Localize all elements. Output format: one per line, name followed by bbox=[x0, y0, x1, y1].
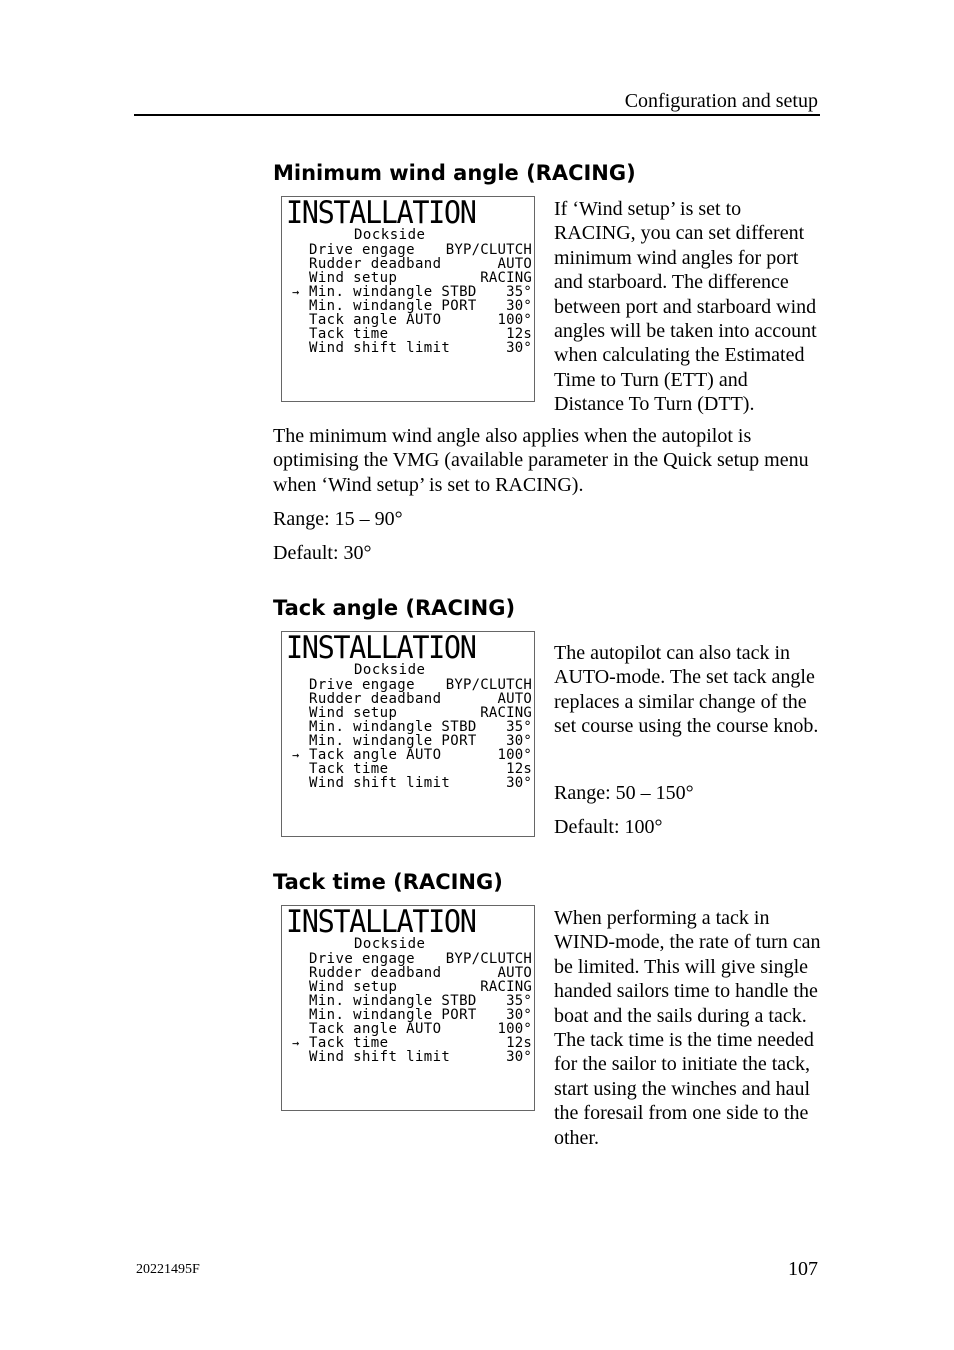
menu-row-value: 30° bbox=[506, 298, 532, 314]
menu-row-label: Rudder deadband bbox=[309, 965, 442, 981]
menu-row bbox=[292, 327, 532, 341]
menu-row-label: Drive engage bbox=[309, 677, 415, 693]
document-number: 20221495F bbox=[136, 1262, 200, 1277]
menu-row bbox=[292, 1008, 532, 1022]
menu-row-value: 12s bbox=[506, 761, 532, 777]
screen-title: INSTALLATION bbox=[286, 904, 476, 940]
menu-row-value: 30° bbox=[506, 733, 532, 749]
menu-row-label: Wind shift limit bbox=[309, 340, 451, 356]
default-text: Default: 100° bbox=[554, 816, 663, 838]
menu-row-value: RACING bbox=[480, 979, 532, 995]
menu-row-value: 30° bbox=[506, 775, 532, 791]
menu-row-value: 12s bbox=[506, 326, 532, 342]
menu-row-value: 30° bbox=[506, 1049, 532, 1065]
menu-row-label: Drive engage bbox=[309, 242, 415, 258]
menu-row bbox=[292, 1036, 532, 1050]
description-text: The autopilot can also tack in AUTO-mode. The set tack angle replaces a similar change of the set course using the course knob. bbox=[554, 642, 819, 738]
menu-row-value: BYP/CLUTCH bbox=[445, 951, 532, 967]
menu-row bbox=[292, 692, 532, 706]
menu-row bbox=[292, 1022, 532, 1036]
menu-row-label: Min. windangle PORT bbox=[309, 733, 477, 749]
menu-row bbox=[292, 257, 532, 271]
menu-row-label: Min. windangle PORT bbox=[309, 298, 477, 314]
selection-arrow-icon: → bbox=[292, 285, 300, 299]
menu-row-value: RACING bbox=[480, 270, 532, 286]
description-text: If ‘Wind setup’ is set to RACING, you can set different minimum wind angles for port and starboard. The difference between port and starboard wind angles will be taken into account when calculating the Estimated Time to Turn (ETT) and Distance To Turn (DTT). bbox=[554, 198, 817, 416]
selection-arrow-icon: → bbox=[292, 1036, 300, 1050]
installation-screen bbox=[281, 905, 535, 1111]
menu-row bbox=[292, 980, 532, 994]
menu-row-label: Tack time bbox=[309, 326, 389, 342]
menu-row-label: Tack angle AUTO bbox=[309, 312, 442, 328]
menu-row-label: Wind shift limit bbox=[309, 1049, 451, 1065]
screen-subtitle: Dockside bbox=[354, 936, 426, 952]
menu-row bbox=[292, 762, 532, 776]
menu-row-value: 35° bbox=[506, 719, 532, 735]
menu-row-label: Wind setup bbox=[309, 979, 398, 995]
menu-row-value: 100° bbox=[497, 1021, 532, 1037]
range-text: Range: 15 – 90° bbox=[273, 508, 403, 530]
menu-row-label: Tack time bbox=[309, 1035, 389, 1051]
menu-row-label: Rudder deadband bbox=[309, 256, 442, 272]
menu-row-value: 100° bbox=[497, 312, 532, 328]
menu-row-label: Wind setup bbox=[309, 270, 398, 286]
screen-subtitle: Dockside bbox=[354, 662, 426, 678]
description-text: When performing a tack in WIND-mode, the rate of turn can be limited. This will give single handed sailors time to handle the boat and the sails during a tack. The tack time is the time needed for the sailor to initiate the tack, start using the winches and haul the foresail from one side to the other. bbox=[554, 907, 821, 1149]
installation-screen bbox=[281, 631, 535, 837]
menu-row bbox=[292, 313, 532, 327]
menu-row bbox=[292, 952, 532, 966]
menu-row-value: 30° bbox=[506, 340, 532, 356]
range-text: Range: 50 – 150° bbox=[554, 782, 694, 804]
screen-title: INSTALLATION bbox=[286, 630, 476, 666]
section-heading-min-wind-angle: Minimum wind angle (RACING) bbox=[273, 161, 636, 185]
menu-row-label: Min. windangle STBD bbox=[309, 284, 477, 300]
section-heading-tack-angle: Tack angle (RACING) bbox=[273, 596, 516, 620]
menu-row bbox=[292, 678, 532, 692]
screen-title: INSTALLATION bbox=[286, 195, 476, 231]
menu-row bbox=[292, 706, 532, 720]
menu-row-value: AUTO bbox=[497, 691, 532, 707]
menu-row-value: 30° bbox=[506, 1007, 532, 1023]
menu-row-label: Tack time bbox=[309, 761, 389, 777]
menu-row-label: Min. windangle PORT bbox=[309, 1007, 477, 1023]
menu-row bbox=[292, 994, 532, 1008]
menu-row bbox=[292, 1050, 532, 1064]
page-number: 107 bbox=[788, 1258, 818, 1280]
menu-row bbox=[292, 243, 532, 257]
menu-row bbox=[292, 776, 532, 790]
menu-row-value: 35° bbox=[506, 993, 532, 1009]
body-text: The minimum wind angle also applies when the autopilot is optimising the VMG (available parameter in the Quick setup menu when ‘Wind setup’ is set to RACING). bbox=[273, 425, 809, 496]
menu-row bbox=[292, 966, 532, 980]
menu-row-value: AUTO bbox=[497, 965, 532, 981]
header-rule bbox=[134, 114, 820, 116]
menu-row-value: BYP/CLUTCH bbox=[445, 677, 532, 693]
menu-row bbox=[292, 271, 532, 285]
running-header: Configuration and setup bbox=[624, 90, 818, 112]
menu-row-label: Rudder deadband bbox=[309, 691, 442, 707]
menu-row bbox=[292, 285, 532, 299]
menu-row-label: Drive engage bbox=[309, 951, 415, 967]
installation-screen bbox=[281, 196, 535, 402]
menu-row-label: Tack angle AUTO bbox=[309, 1021, 442, 1037]
menu-row bbox=[292, 299, 532, 313]
menu-row-label: Tack angle AUTO bbox=[309, 747, 442, 763]
menu-row-label: Wind setup bbox=[309, 705, 398, 721]
menu-row-label: Min. windangle STBD bbox=[309, 993, 477, 1009]
menu-row-value: 100° bbox=[497, 747, 532, 763]
menu-row-value: 12s bbox=[506, 1035, 532, 1051]
menu-row bbox=[292, 734, 532, 748]
default-text: Default: 30° bbox=[273, 542, 372, 564]
menu-row-label: Min. windangle STBD bbox=[309, 719, 477, 735]
menu-row bbox=[292, 720, 532, 734]
menu-row bbox=[292, 341, 532, 355]
menu-row-label: Wind shift limit bbox=[309, 775, 451, 791]
menu-row-value: 35° bbox=[506, 284, 532, 300]
selection-arrow-icon: → bbox=[292, 748, 300, 762]
section-heading-tack-time: Tack time (RACING) bbox=[273, 870, 503, 894]
menu-row-value: BYP/CLUTCH bbox=[445, 242, 532, 258]
menu-row bbox=[292, 748, 532, 762]
screen-subtitle: Dockside bbox=[354, 227, 426, 243]
menu-row-value: AUTO bbox=[497, 256, 532, 272]
menu-row-value: RACING bbox=[480, 705, 532, 721]
